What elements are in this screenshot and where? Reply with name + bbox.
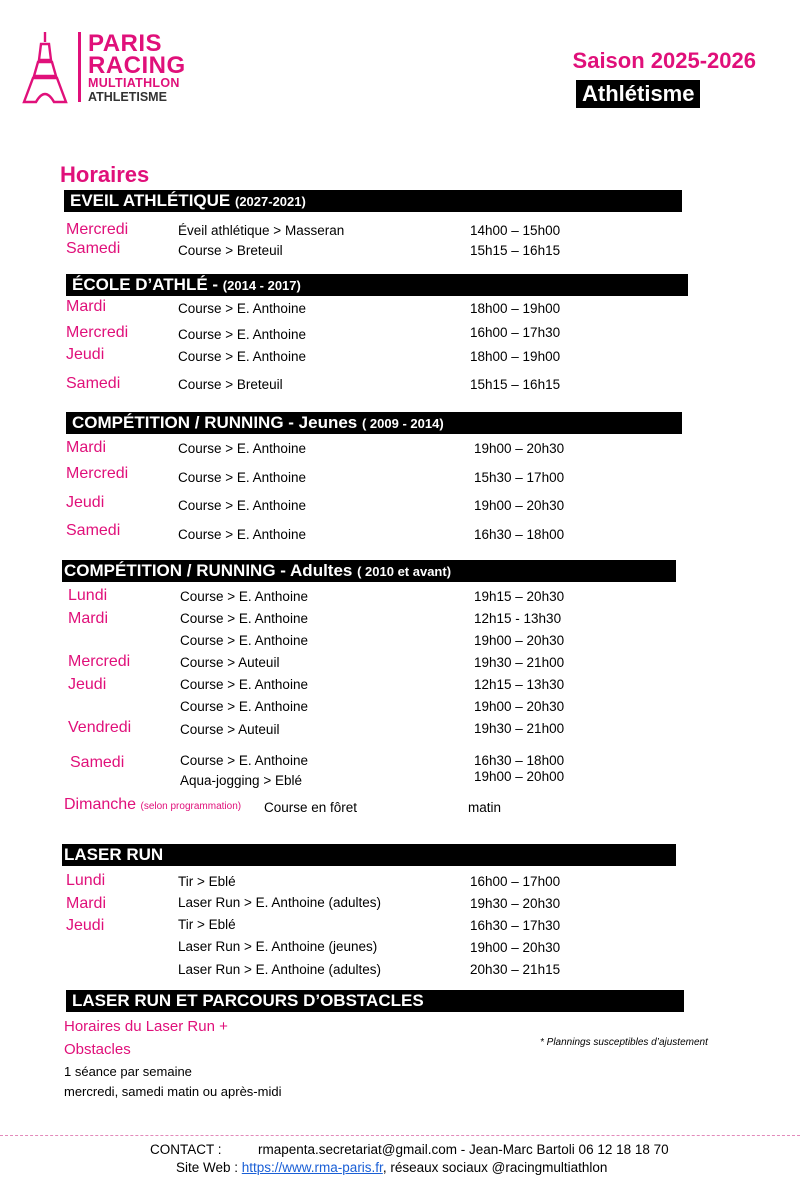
logo-multiathlon: MULTIATHLON [88, 76, 180, 90]
adultes-day-mercredi: Mercredi [68, 653, 131, 670]
laser-time: 20h30 – 21h15 [470, 962, 561, 977]
logo-paris: PARIS [88, 30, 163, 57]
eveil-time: 15h15 – 16h15 [470, 243, 561, 258]
adultes-activity: Course > E. Anthoine [180, 753, 308, 768]
eveil-time: 14h00 – 15h00 [470, 223, 561, 238]
adultes-time: 16h30 – 18h00 [474, 753, 565, 768]
laser-activity: Laser Run > E. Anthoine (adultes) [178, 962, 382, 977]
adultes-activity: Course > E. Anthoine [180, 611, 308, 626]
obstacles-line1: Horaires du Laser Run + [64, 1018, 228, 1035]
laser-activity: Laser Run > E. Anthoine (jeunes) [178, 939, 378, 954]
logo-divider [78, 32, 81, 102]
section-eveil-title: EVEIL ATHLÉTIQUE [70, 191, 235, 210]
section-eveil-heading [64, 190, 682, 212]
laser-day: Jeudi [66, 917, 105, 934]
jeunes-time: 15h30 – 17h00 [474, 470, 565, 485]
section-ecole-years: (2014 - 2017) [222, 278, 301, 293]
section-eveil-years: (2027-2021) [234, 194, 306, 209]
jeunes-day: Jeudi [66, 494, 105, 511]
ecole-day: Mardi [66, 298, 107, 315]
adultes-time: 19h30 – 21h00 [474, 721, 565, 736]
jeunes-day: Mardi [66, 439, 107, 456]
adultes-time: 12h15 - 13h30 [474, 611, 562, 626]
adultes-time: 19h00 – 20h30 [474, 633, 565, 648]
laser-day: Mardi [66, 895, 107, 912]
discipline-badge: Athlétisme [576, 80, 700, 108]
jeunes-activity: Course > E. Anthoine [178, 470, 306, 485]
jeunes-time: 16h30 – 18h00 [474, 527, 565, 542]
jeunes-activity: Course > E. Anthoine [178, 527, 306, 542]
footer-contact-value: rmapenta.secretariat@gmail.com - Jean-Marc Bartoli 06 12 18 18 70 [258, 1142, 669, 1157]
obstacles-line3: 1 séance par semaine [64, 1064, 192, 1079]
adultes-time: 19h00 – 20h30 [474, 699, 565, 714]
ecole-time: 18h00 – 19h00 [470, 301, 561, 316]
section-jeunes-heading [66, 412, 682, 434]
season-title: Saison 2025-2026 [572, 48, 756, 73]
page-title: Horaires [60, 162, 150, 187]
ecole-time: 16h00 – 17h30 [470, 325, 561, 340]
section-obstacles-title: LASER RUN ET PARCOURS D’OBSTACLES [72, 991, 424, 1010]
adultes-dimanche-label: Dimanche [64, 796, 137, 813]
section-laser-heading [62, 844, 676, 866]
section-ecole-heading [66, 274, 688, 296]
jeunes-time: 19h00 – 20h30 [474, 441, 565, 456]
laser-time: 16h00 – 17h00 [470, 874, 561, 889]
adultes-time: 19h00 – 20h00 [474, 769, 565, 784]
section-obstacles-heading [66, 990, 684, 1012]
laser-activity: Laser Run > E. Anthoine (adultes) [178, 895, 382, 910]
ecole-day: Jeudi [66, 346, 105, 363]
jeunes-activity: Course > E. Anthoine [178, 441, 306, 456]
adultes-day-mardi: Mardi [68, 610, 109, 627]
jeunes-time: 19h00 – 20h30 [474, 498, 565, 513]
adultes-time: 12h15 – 13h30 [474, 677, 565, 692]
footer-site-rest: , réseaux sociaux @racingmultiathlon [382, 1160, 608, 1175]
adultes-day-vendredi: Vendredi [68, 719, 132, 736]
section-jeunes-years: ( 2009 - 2014) [361, 416, 444, 431]
planning-note: * Plannings susceptibles d’ajustement [540, 1037, 708, 1048]
logo-athletisme: ATHLETISME [88, 90, 167, 104]
section-ecole-title: ÉCOLE D’ATHLÉ - [72, 275, 223, 294]
eveil-activity: Éveil athlétique > Masseran [178, 223, 345, 238]
ecole-activity: Course > Breteuil [178, 377, 283, 392]
section-adultes-years: ( 2010 et avant) [357, 564, 452, 579]
adultes-time: 19h30 – 21h00 [474, 655, 565, 670]
adultes-activity: Course > E. Anthoine [180, 589, 308, 604]
laser-time: 16h30 – 17h30 [470, 918, 561, 933]
laser-activity: Tir > Eblé [178, 917, 236, 932]
adultes-activity: Course > Auteuil [180, 655, 280, 670]
ecole-activity: Course > E. Anthoine [178, 301, 306, 316]
footer-site-label: Site Web : [176, 1160, 242, 1175]
ecole-activity: Course > E. Anthoine [178, 349, 306, 364]
adultes-time: 19h15 – 20h30 [474, 589, 565, 604]
section-adultes-heading [62, 560, 676, 582]
adultes-dimanche-note: (selon programmation) [140, 801, 242, 812]
ecole-day: Mercredi [66, 324, 129, 341]
eiffel-tower-logo-icon [22, 30, 68, 104]
adultes-day-jeudi: Jeudi [68, 676, 107, 693]
obstacles-line4: mercredi, samedi matin ou après-midi [64, 1084, 282, 1099]
ecole-time: 15h15 – 16h15 [470, 377, 561, 392]
adultes-day-dimanche [64, 796, 241, 814]
obstacles-line2: Obstacles [64, 1041, 131, 1058]
adultes-activity: Course > E. Anthoine [180, 677, 308, 692]
eveil-day: Samedi [66, 240, 121, 257]
laser-day: Lundi [66, 872, 106, 889]
footer-site [176, 1160, 607, 1175]
adultes-activity: Course en fôret [264, 800, 358, 815]
footer-contact-label: CONTACT : [150, 1142, 222, 1157]
laser-activity: Tir > Eblé [178, 874, 236, 889]
ecole-activity: Course > E. Anthoine [178, 327, 306, 342]
adultes-activity: Aqua-jogging > Eblé [180, 773, 302, 788]
ecole-time: 18h00 – 19h00 [470, 349, 561, 364]
jeunes-day: Samedi [66, 522, 121, 539]
logo-racing: RACING [88, 52, 186, 79]
adultes-day-samedi: Samedi [70, 754, 125, 771]
footer-site-link[interactable]: https://www.rma-paris.fr [241, 1160, 383, 1175]
adultes-time: matin [468, 800, 502, 815]
laser-time: 19h30 – 20h30 [470, 896, 561, 911]
section-jeunes-title: COMPÉTITION / RUNNING - Jeunes [72, 413, 362, 432]
ecole-day: Samedi [66, 375, 121, 392]
jeunes-day: Mercredi [66, 465, 129, 482]
adultes-activity: Course > E. Anthoine [180, 633, 308, 648]
eveil-activity: Course > Breteuil [178, 243, 283, 258]
laser-time: 19h00 – 20h30 [470, 940, 561, 955]
jeunes-activity: Course > E. Anthoine [178, 498, 306, 513]
eveil-day: Mercredi [66, 221, 129, 238]
adultes-activity: Course > E. Anthoine [180, 699, 308, 714]
section-adultes-title: COMPÉTITION / RUNNING - Adultes [64, 561, 358, 580]
footer-divider [0, 1135, 800, 1136]
adultes-activity: Course > Auteuil [180, 722, 280, 737]
section-laser-title: LASER RUN [64, 845, 164, 864]
adultes-day-lundi: Lundi [68, 587, 108, 604]
